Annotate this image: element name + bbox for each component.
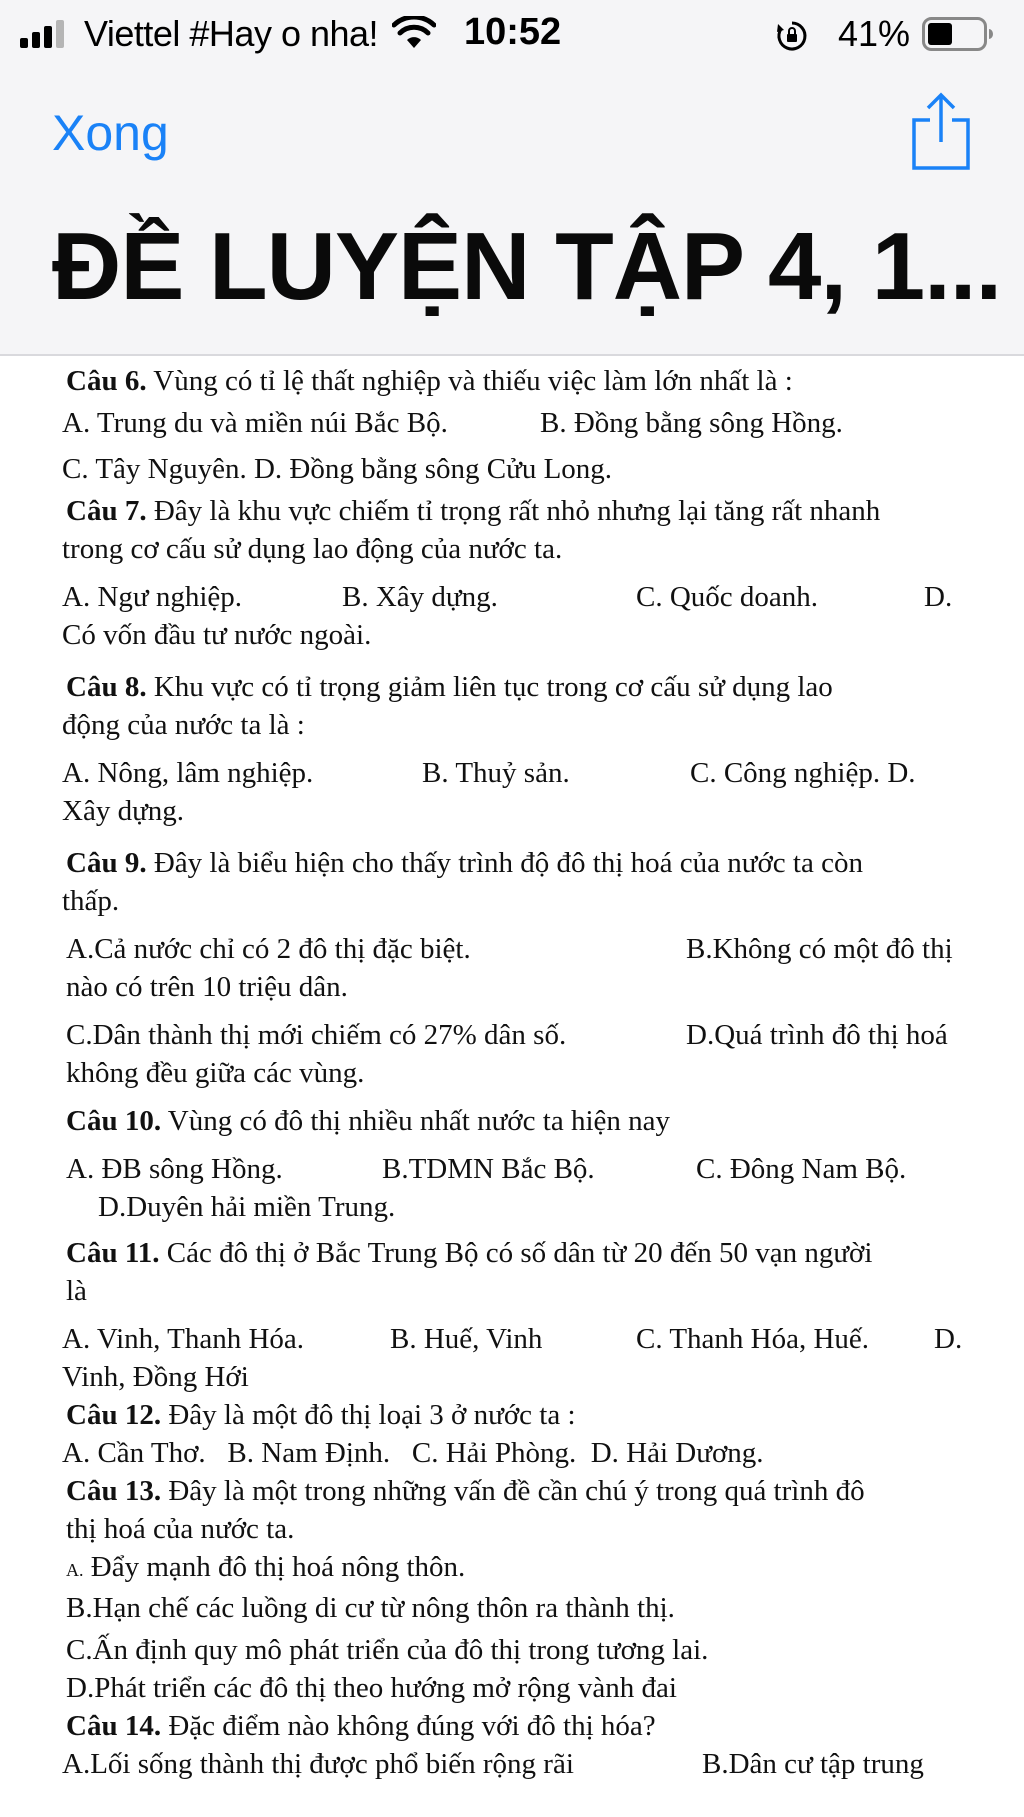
question-text: Vùng có đô thị nhiều nhất nước ta hiện nay — [161, 1105, 670, 1137]
option-c: C.Ấn định quy mô phát triển của đô thị trong tương lai. — [66, 1634, 709, 1666]
question-10 — [66, 1102, 1006, 1226]
question-text: Đây là khu vực chiếm tỉ trọng rất nhỏ nhưng lại tăng rất nhanh — [146, 495, 881, 527]
question-text: Đặc điểm nào không đúng với đô thị hóa? — [161, 1710, 656, 1742]
question-text: Vùng có tỉ lệ thất nghiệp và thiếu việc làm lớn nhất là : — [146, 365, 793, 397]
option-a: A.Cả nước chỉ có 2 đô thị đặc biệt. — [66, 933, 471, 965]
question-text: Đây là biểu hiện cho thấy trình độ đô thị hoá của nước ta còn — [146, 847, 863, 879]
question-text: Đây là một trong những vấn đề cần chú ý trong quá trình đô — [161, 1475, 865, 1507]
option-a-letter: A. — [66, 1560, 84, 1580]
status-bar — [0, 0, 1024, 72]
option-a: A. ĐB sông Hồng. — [66, 1153, 283, 1185]
option-c: C. Thanh Hóa, Huế. — [636, 1323, 870, 1355]
option-d: D. — [924, 581, 953, 613]
navigation-bar — [0, 72, 1024, 356]
question-text: Các đô thị ở Bắc Trung Bộ có số dân từ 20 đến 50 vạn người — [159, 1237, 873, 1269]
option-d-cont: Xây dựng. — [62, 795, 185, 827]
question-label: Câu 7. — [66, 495, 147, 527]
question-7 — [62, 492, 1006, 654]
option-d: D.Duyên hải miền Trung. — [98, 1191, 396, 1223]
question-9 — [62, 844, 1006, 1092]
question-11 — [62, 1234, 1006, 1396]
question-13 — [66, 1472, 1006, 1707]
share-icon[interactable] — [908, 90, 974, 172]
status-time: 10:52 — [464, 11, 562, 53]
option-a: Đẩy mạnh đô thị hoá nông thôn. — [83, 1551, 466, 1583]
question-text: Đây là một đô thị loại 3 ở nước ta : — [161, 1399, 576, 1431]
option-b: B.Dân cư tập trung — [702, 1748, 924, 1780]
option-d: D.Quá trình đô thị hoá — [686, 1019, 948, 1051]
option-a: A.Lối sống thành thị được phổ biến rộng rãi — [62, 1748, 574, 1780]
question-label: Câu 10. — [66, 1105, 162, 1137]
question-text-cont: là — [66, 1275, 87, 1307]
option-b: B. Xây dựng. — [342, 581, 498, 613]
option-cd: C. Tây Nguyên. D. Đồng bằng sông Cửu Long. — [62, 453, 613, 485]
option-d-cont: Có vốn đầu tư nước ngoài. — [62, 619, 372, 651]
option-c: C. Công nghiệp. D. — [690, 757, 916, 789]
question-label: Câu 8. — [66, 671, 147, 703]
question-label: Câu 12. — [66, 1399, 162, 1431]
option-d: D.Phát triển các đô thị theo hướng mở rộng vành đai — [66, 1672, 677, 1704]
option-a: A. Trung du và miền núi Bắc Bộ. — [62, 407, 448, 439]
question-12 — [62, 1396, 1006, 1472]
option-c: C.Dân thành thị mới chiếm có 27% dân số. — [66, 1019, 567, 1051]
option-b: B. Đồng bằng sông Hồng. — [540, 407, 843, 439]
option-b: B.Hạn chế các luồng di cư từ nông thôn ra thành thị. — [66, 1592, 675, 1624]
option-c: C. Quốc doanh. — [636, 581, 819, 613]
option-d-cont: không đều giữa các vùng. — [66, 1057, 365, 1089]
option-b-cont: nào có trên 10 triệu dân. — [66, 971, 348, 1003]
orientation-lock-icon — [776, 20, 808, 52]
question-text-cont: động của nước ta là : — [62, 709, 305, 741]
wifi-icon — [392, 16, 436, 50]
option-d: D. — [934, 1323, 963, 1355]
question-label: Câu 13. — [66, 1475, 162, 1507]
question-label: Câu 11. — [66, 1237, 160, 1269]
carrier-name: Viettel #Hay o nha! — [84, 13, 379, 54]
option-b: B.Không có một đô thị — [686, 933, 953, 965]
question-label: Câu 6. — [66, 365, 147, 397]
question-8 — [62, 668, 1006, 830]
page-title: ĐỀ LUYỆN TẬP 4, 1... — [52, 213, 1002, 320]
option-a: A. Nông, lâm nghiệp. — [62, 757, 314, 789]
option-b: B.TDMN Bắc Bộ. — [382, 1153, 595, 1185]
option-a: A. Ngư nghiệp. — [62, 581, 243, 613]
option-a: A. Vinh, Thanh Hóa. — [62, 1323, 305, 1355]
done-button[interactable]: Xong — [52, 105, 169, 161]
option-b: B. Thuỷ sản. — [422, 757, 570, 789]
battery-percentage: 41% — [838, 13, 911, 54]
question-text-cont: thấp. — [62, 885, 120, 917]
question-text-cont: thị hoá của nước ta. — [66, 1513, 295, 1545]
question-text-cont: trong cơ cấu sử dụng lao động của nước ta. — [62, 533, 563, 565]
option-d-cont: Vinh, Đồng Hới — [62, 1361, 249, 1393]
option-b: B. Huế, Vinh — [390, 1323, 543, 1355]
question-label: Câu 14. — [66, 1710, 162, 1742]
question-label: Câu 9. — [66, 847, 147, 879]
option-c: C. Đông Nam Bộ. — [696, 1153, 907, 1185]
question-6 — [62, 362, 1006, 488]
document-content — [62, 362, 1006, 1783]
battery-icon — [922, 17, 994, 51]
question-14 — [62, 1707, 1006, 1783]
options-row: A. Cần Thơ. B. Nam Định. C. Hải Phòng. D. Hải Dương. — [62, 1437, 764, 1469]
question-text: Khu vực có tỉ trọng giảm liên tục trong cơ cấu sử dụng lao — [146, 671, 833, 703]
